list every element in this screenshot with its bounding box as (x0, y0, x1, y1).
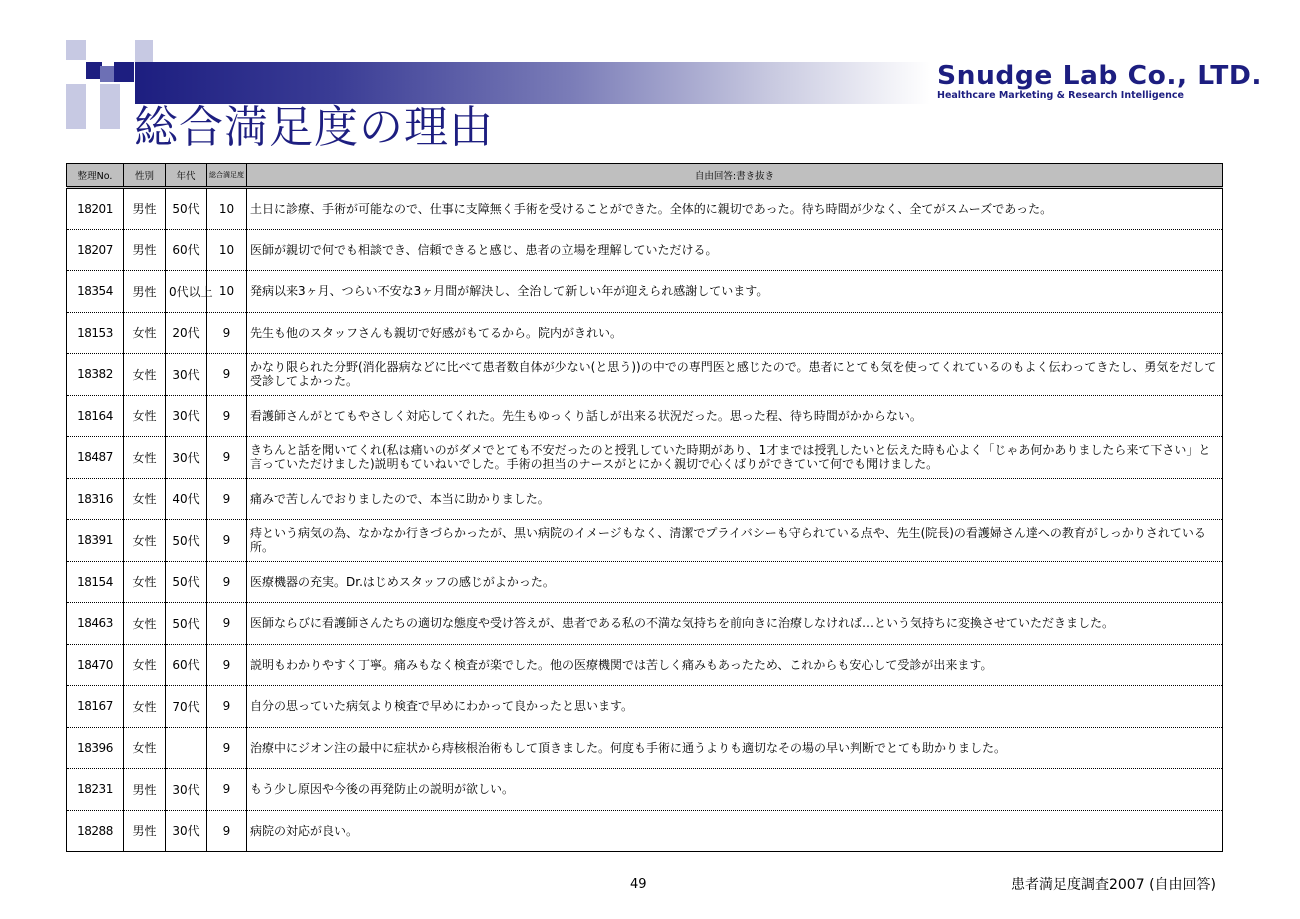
cell-age: 60代 (166, 229, 207, 271)
cell-response-text: 痛みで苦しんでおりましたので、本当に助かりました。 (247, 478, 1223, 520)
cell-sex: 女性 (124, 312, 166, 354)
cell-no: 18201 (67, 188, 124, 230)
column-header-age: 年代 (166, 164, 207, 188)
cell-score: 9 (207, 603, 247, 645)
cell-sex: 女性 (124, 644, 166, 686)
table-row (67, 686, 1223, 728)
cell-age: 30代 (166, 810, 207, 852)
footer-caption: 患者満足度調査2007 (自由回答) (1010, 877, 1216, 893)
page-number: 49 (630, 877, 647, 892)
cell-age: 0代以上 (166, 271, 207, 313)
cell-sex: 女性 (124, 354, 166, 396)
cell-sex: 男性 (124, 810, 166, 852)
cell-response-text: かなり限られた分野(消化器病などに比べて患者数自体が少ない(と思う))の中での専門医と感じたので。患者にとても気を使ってくれているのもよく伝わってきたし、勇気をだして受診してよかった。 (247, 354, 1223, 396)
company-logo (937, 61, 1263, 102)
cell-response-text: 病院の対応が良い。 (247, 810, 1223, 852)
responses-table-wrap (66, 163, 1222, 852)
table-row (67, 644, 1223, 686)
column-header-text: 自由回答:書き抜き (247, 164, 1223, 188)
cell-score: 9 (207, 395, 247, 437)
cell-sex: 女性 (124, 395, 166, 437)
cell-no: 18463 (67, 603, 124, 645)
cell-sex: 男性 (124, 229, 166, 271)
column-header-no: 整理No. (67, 164, 124, 188)
decor-square (66, 84, 86, 129)
cell-sex: 女性 (124, 727, 166, 769)
cell-score: 9 (207, 727, 247, 769)
logo-main-text: Snudge Lab Co., LTD. (937, 61, 1263, 91)
cell-sex: 女性 (124, 478, 166, 520)
cell-score: 9 (207, 686, 247, 728)
cell-age: 60代 (166, 644, 207, 686)
cell-score: 10 (207, 188, 247, 230)
cell-no: 18470 (67, 644, 124, 686)
decor-square (66, 40, 86, 60)
cell-sex: 女性 (124, 603, 166, 645)
cell-age: 50代 (166, 188, 207, 230)
cell-age: 30代 (166, 395, 207, 437)
table-header-row (67, 164, 1223, 188)
cell-score: 9 (207, 644, 247, 686)
table-row (67, 603, 1223, 645)
cell-score: 9 (207, 478, 247, 520)
cell-score: 9 (207, 437, 247, 479)
table-row (67, 561, 1223, 603)
table-row (67, 437, 1223, 479)
cell-response-text: 看護師さんがとてもやさしく対応してくれた。先生もゆっくり話しが出来る状況だった。思った程、待ち時間がかからない。 (247, 395, 1223, 437)
decor-square (114, 62, 134, 82)
cell-sex: 男性 (124, 769, 166, 811)
table-row (67, 229, 1223, 271)
cell-sex: 女性 (124, 437, 166, 479)
table-row (67, 769, 1223, 811)
cell-age: 30代 (166, 769, 207, 811)
table-row (67, 478, 1223, 520)
table-row (67, 520, 1223, 562)
column-header-score: 総合満足度 (207, 164, 247, 188)
cell-score: 10 (207, 271, 247, 313)
cell-response-text: きちんと話を聞いてくれ(私は痛いのがダメでとても不安だったのと授乳していた時期があり、1才までは授乳したいと伝えた時も心よく「じゃあ何かありましたら来て下さい」と言っていただけました)説明もていねいでした。手術の担当のナースがとにかく親切で心くばりができていて何でも聞けました。 (247, 437, 1223, 479)
cell-age: 50代 (166, 520, 207, 562)
cell-no: 18382 (67, 354, 124, 396)
cell-sex: 男性 (124, 188, 166, 230)
decor-square (100, 84, 120, 129)
cell-response-text: 発病以来3ヶ月、つらい不安な3ヶ月間が解決し、全治して新しい年が迎えられ感謝しています。 (247, 271, 1223, 313)
cell-no: 18154 (67, 561, 124, 603)
cell-age: 30代 (166, 437, 207, 479)
cell-age: 30代 (166, 354, 207, 396)
table-row (67, 271, 1223, 313)
cell-no: 18354 (67, 271, 124, 313)
cell-score: 9 (207, 810, 247, 852)
table-row (67, 312, 1223, 354)
cell-score: 9 (207, 312, 247, 354)
responses-table (66, 163, 1223, 852)
page-title: 総合満足度の理由 (134, 102, 494, 153)
table-row (67, 188, 1223, 230)
table-row (67, 810, 1223, 852)
cell-response-text: 医療機器の充実。Dr.はじめスタッフの感じがよかった。 (247, 561, 1223, 603)
cell-sex: 女性 (124, 686, 166, 728)
cell-response-text: 医師が親切で何でも相談でき、信頼できると感じ、患者の立場を理解していただける。 (247, 229, 1223, 271)
table-row (67, 395, 1223, 437)
cell-response-text: 自分の思っていた病気より検査で早めにわかって良かったと思います。 (247, 686, 1223, 728)
cell-age (166, 727, 207, 769)
table-body (67, 188, 1223, 852)
cell-no: 18288 (67, 810, 124, 852)
cell-score: 9 (207, 561, 247, 603)
cell-no: 18164 (67, 395, 124, 437)
cell-age: 70代 (166, 686, 207, 728)
decor-square (135, 40, 153, 62)
cell-age: 50代 (166, 603, 207, 645)
cell-score: 9 (207, 520, 247, 562)
cell-age: 20代 (166, 312, 207, 354)
cell-sex: 女性 (124, 520, 166, 562)
cell-sex: 女性 (124, 561, 166, 603)
cell-response-text: 医師ならびに看護師さんたちの適切な態度や受け答えが、患者である私の不満な気持ちを前向きに治療しなければ…という気持ちに変換させていただきました。 (247, 603, 1223, 645)
cell-response-text: 痔という病気の為、なかなか行きづらかったが、黒い病院のイメージもなく、清潔でプライバシーも守られている点や、先生(院長)の看護婦さん達への教育がしっかりされている所。 (247, 520, 1223, 562)
cell-no: 18316 (67, 478, 124, 520)
cell-response-text: 説明もわかりやすく丁寧。痛みもなく検査が楽でした。他の医療機関では苦しく痛みもあったため、これからも安心して受診が出来ます。 (247, 644, 1223, 686)
cell-no: 18231 (67, 769, 124, 811)
decor-square (100, 66, 114, 82)
cell-response-text: 土日に診療、手術が可能なので、仕事に支障無く手術を受けることができた。全体的に親切であった。待ち時間が少なく、全てがスムーズであった。 (247, 188, 1223, 230)
cell-response-text: もう少し原因や今後の再発防止の説明が欲しい。 (247, 769, 1223, 811)
table-row (67, 354, 1223, 396)
cell-age: 40代 (166, 478, 207, 520)
cell-no: 18487 (67, 437, 124, 479)
cell-no: 18207 (67, 229, 124, 271)
cell-response-text: 先生も他のスタッフさんも親切で好感がもてるから。院内がきれい。 (247, 312, 1223, 354)
cell-score: 9 (207, 769, 247, 811)
column-header-sex: 性別 (124, 164, 166, 188)
cell-no: 18153 (67, 312, 124, 354)
cell-no: 18167 (67, 686, 124, 728)
cell-score: 10 (207, 229, 247, 271)
cell-no: 18391 (67, 520, 124, 562)
cell-no: 18396 (67, 727, 124, 769)
logo-tagline: Healthcare Marketing & Research Intelligence (937, 90, 1184, 101)
cell-response-text: 治療中にジオン注の最中に症状から痔核根治術もして頂きました。何度も手術に通うよりも適切なその場の早い判断でとても助かりました。 (247, 727, 1223, 769)
cell-age: 50代 (166, 561, 207, 603)
table-row (67, 727, 1223, 769)
cell-score: 9 (207, 354, 247, 396)
cell-sex: 男性 (124, 271, 166, 313)
